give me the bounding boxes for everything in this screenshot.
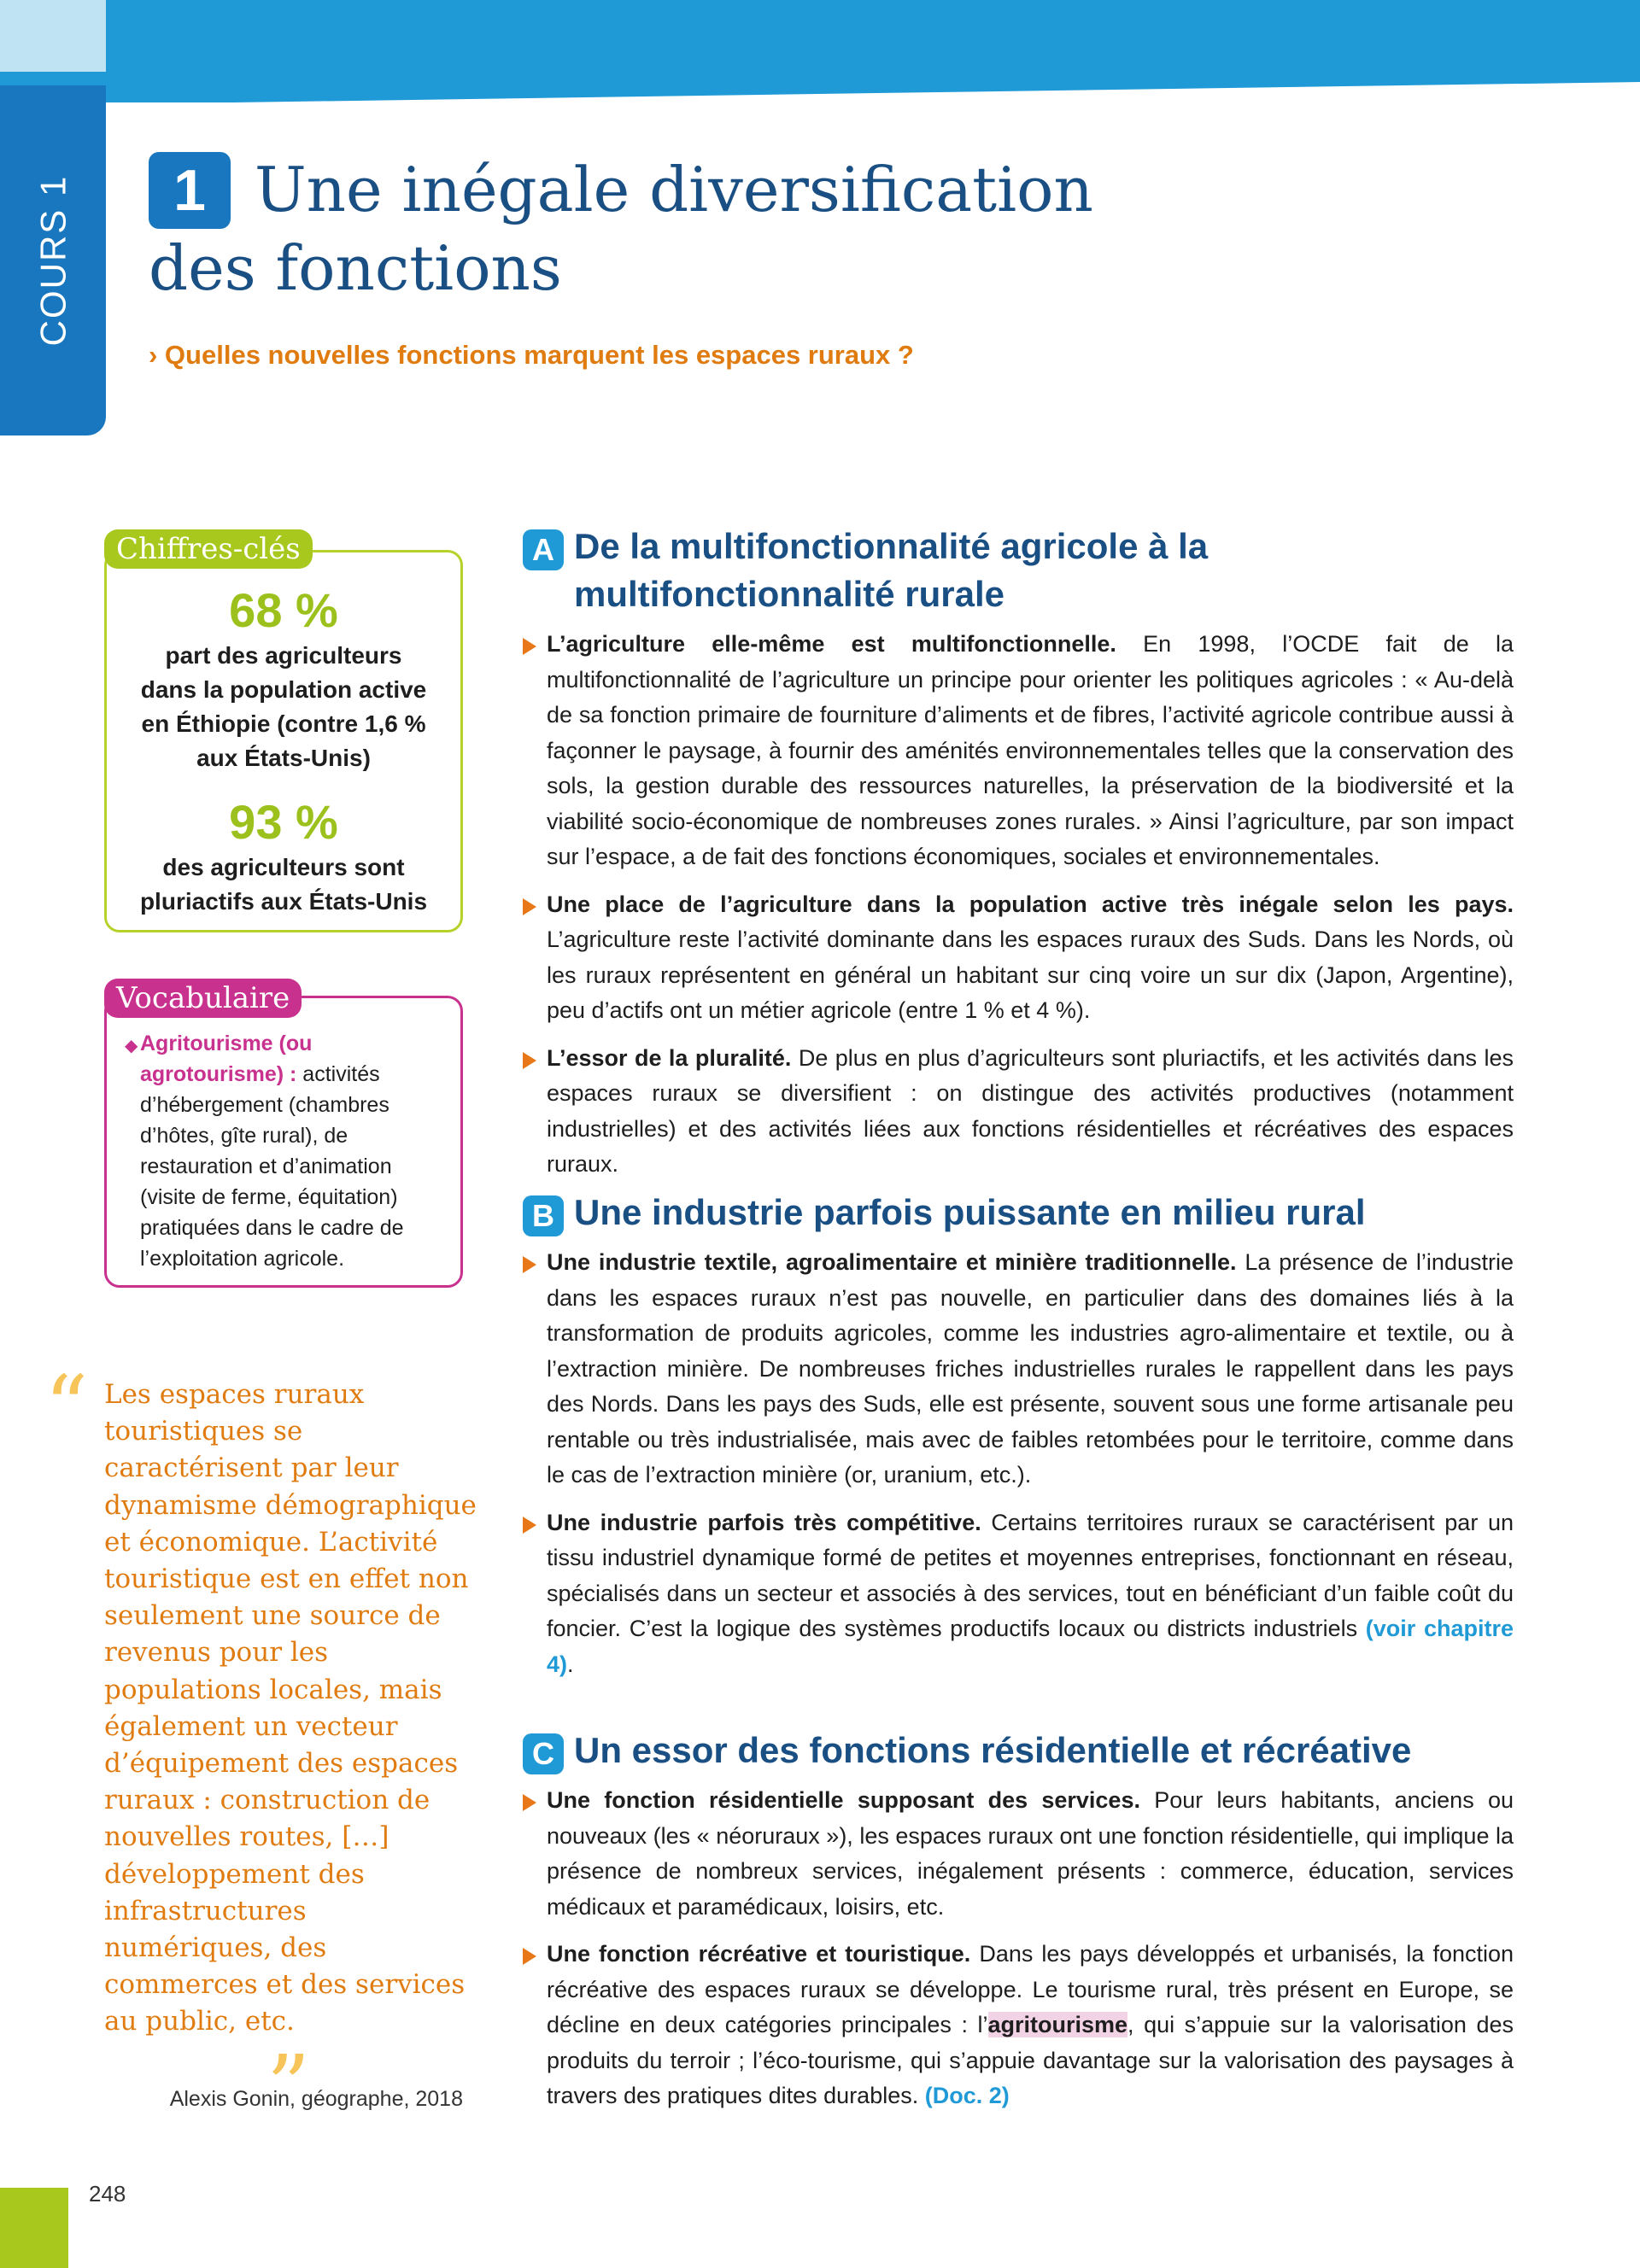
open-quote-icon: “	[44, 1357, 89, 1457]
bullet-arrow-icon	[523, 638, 536, 655]
section-c-paragraph-1	[523, 1783, 1514, 1925]
paragraph-lead: Une industrie textile, agroalimentaire et minière traditionnelle.	[547, 1249, 1237, 1275]
close-quote-icon: ”	[266, 2037, 311, 2136]
paragraph-text: La présence de l’industrie dans les espaces ruraux n’est pas nouvelle, en particulier dans des domaines liés à la transformation de produits agricoles, comme les industries agro-alimentaire et textile, ou à l’extraction minière. De nombreuses friches industrielles rurales le rappellent dans les pays des Nords. Dans les pays des Suds, elle est présente, souvent sous une forme artisanale peu rentable ou très industrialisée, mais avec de faibles retombées pour le territoire, comme dans le cas de l’extraction minière (or, uranium, etc.).	[547, 1249, 1514, 1488]
bullet-arrow-icon	[523, 898, 536, 915]
section-c-heading	[523, 1727, 1514, 1774]
page-number-bar	[0, 2188, 68, 2268]
vocabulary-term: Agritourisme (ou agrotourisme) :	[140, 1032, 313, 1086]
paragraph-lead: Une fonction récréative et touristique.	[547, 1941, 971, 1967]
paragraph-lead: Une fonction résidentielle supposant des services.	[547, 1787, 1140, 1813]
section-a-letter: A	[523, 529, 564, 570]
key-figures-tag: Chiffres-clés	[104, 529, 313, 569]
title-number-badge: 1	[149, 152, 231, 229]
section-b-paragraph-1	[523, 1245, 1514, 1493]
title-line-2: des fonctions	[149, 232, 562, 304]
paragraph-text: En 1998, l’OCDE fait de la multifonctionnalité de l’agriculture un principe pour orienter les politiques agricoles : « Au-delà de sa fonction primaire de fourniture d’aliments et de fibres, l’activité agricole contribue aussi à façonner le paysage, à fournir des aménités environnementales telles que la conservation des sols, la gestion durable des ressources naturelles, la préservation de la biodiversité et la viabilité socio-économique de nombreuses zones rurales. » Ainsi l’agriculture, par son impact sur l’espace, a de fait des fonctions économiques, sociales et environnementales.	[547, 631, 1514, 869]
section-a-heading-text: De la multifonctionnalité agricole à la multifonctionnalité rurale	[574, 526, 1209, 614]
bullet-arrow-icon	[523, 1052, 536, 1069]
section-a-heading	[523, 523, 1514, 618]
section-b-paragraph-2	[523, 1505, 1514, 1683]
section-a-paragraph-1	[523, 627, 1514, 875]
header-corner	[0, 0, 106, 72]
section-a-paragraph-2	[523, 887, 1514, 1029]
paragraph-text: Pour leurs habitants, anciens ou nouveaux (les « néoruraux »), les espaces ruraux ont une fonction résidentielle, qui implique la présence de nombreux services, inégalement présents : commerce, éducation, services médicaux et paramédicaux, loisirs, etc.	[547, 1787, 1514, 1920]
stat-2-value: 93 %	[229, 795, 338, 849]
vocabulary-definition	[125, 1028, 449, 1274]
paragraph-lead: Une place de l’agriculture dans la population active très inégale selon les pays.	[547, 891, 1514, 917]
paragraph-end: .	[567, 1651, 574, 1677]
title-line-1: Une inégale diversification	[255, 154, 1093, 225]
chapter-tab-label: COURS 1	[32, 174, 73, 347]
chapter-tab-label-wrap	[0, 85, 106, 435]
highlighted-term: agritourisme	[987, 2012, 1128, 2037]
section-b-letter: B	[523, 1195, 564, 1236]
section-c-letter: C	[523, 1733, 564, 1774]
section-b-heading-text: Une industrie parfois puissante en milieu rural	[574, 1192, 1366, 1232]
stat-1-value: 68 %	[229, 583, 338, 637]
page-number: 248	[89, 2181, 126, 2207]
page-title	[149, 150, 1430, 307]
vocabulary-tag: Vocabulaire	[104, 979, 302, 1018]
paragraph-lead: L’agriculture elle-même est multifonctionnelle.	[547, 631, 1116, 657]
vocabulary-bullet-icon: ◆	[125, 1035, 138, 1055]
stat-1-text: part des agriculteurs dans la population active en Éthiopie (contre 1,6 % aux États-Unis)	[140, 642, 427, 771]
section-a	[523, 523, 1514, 1183]
section-c-paragraph-2	[523, 1937, 1514, 2114]
quote-text: Les espaces ruraux touristiques se caractérisent par leur dynamisme démographique et économique. L’activité touristique est en effet non seulement une source de revenus pour les populations locales, mais également un vecteur d’équipement des espaces ruraux : construction de nouvelles routes, […] développement des infrastructures numériques, des commerces et des services au public, etc.	[104, 1379, 477, 2037]
bullet-arrow-icon	[523, 1948, 536, 1965]
document-reference-link[interactable]: (Doc. 2)	[924, 2083, 1010, 2108]
paragraph-text: Dans les pays développés et urbanisés, la fonction récréative des espaces ruraux se développe. Le tourisme rural, très présent en Europe, se décline en deux catégories principales : l’	[547, 1941, 1514, 2037]
paragraph-lead: L’essor de la pluralité.	[547, 1044, 792, 1071]
stat-2-text: des agriculteurs sont pluriactifs aux États-Unis	[139, 854, 428, 915]
section-b-heading	[523, 1189, 1514, 1236]
header-band	[0, 0, 1640, 102]
section-a-paragraph-3	[523, 1041, 1514, 1183]
section-b	[523, 1189, 1514, 1682]
bullet-arrow-icon	[523, 1794, 536, 1811]
bullet-arrow-icon	[523, 1517, 536, 1534]
quote-author: Alexis Gonin, géographe, 2018	[169, 2087, 463, 2111]
vocabulary-definition-text: activités d’hébergement (chambres d’hôtes, gîte rural), de restauration et d’animation (visite de ferme, équitation) pratiquées dans le cadre de l’exploitation agricole.	[140, 1062, 404, 1271]
paragraph-text: Certains territoires ruraux se caractérisent par un tissu industriel dynamique formé de petites et moyennes entreprises, fonctionnant en réseau, spécialisés dans un secteur et associés à des services, tout en bénéficiant d’un faible coût du foncier. C’est la logique des systèmes productifs locaux ou districts industriels	[547, 1509, 1514, 1641]
paragraph-text-continued: , qui s’appuie sur la valorisation des produits du terroir ; l’éco-tourisme, qui s’appuie davantage sur la valorisation des paysages à travers des pratiques dites durables.	[547, 2012, 1514, 2108]
paragraph-lead: Une industrie parfois très compétitive.	[547, 1509, 981, 1535]
section-c-heading-text: Un essor des fonctions résidentielle et récréative	[574, 1730, 1412, 1770]
bullet-arrow-icon	[523, 1256, 536, 1273]
chapter-reference-link[interactable]: (voir chapitre 4)	[547, 1616, 1514, 1677]
paragraph-text: L’agriculture reste l’activité dominante dans les espaces ruraux des Suds. Dans les Nords, où les ruraux représentent en général un habitant sur cinq voire un sur dix (Japon, Argentine), peu d’actifs ont un métier agricole (entre 1 % et 4 %).	[547, 926, 1514, 1023]
guiding-question: › Quelles nouvelles fonctions marquent les espaces ruraux ?	[149, 340, 914, 370]
paragraph-text: De plus en plus d’agriculteurs sont pluriactifs, et les activités dans les espaces ruraux se diversifient : on distingue des activités productives (notamment industrielles) et des activités liées aux fonctions résidentielles et récréatives des espaces ruraux.	[547, 1044, 1514, 1177]
section-c	[523, 1727, 1514, 2114]
